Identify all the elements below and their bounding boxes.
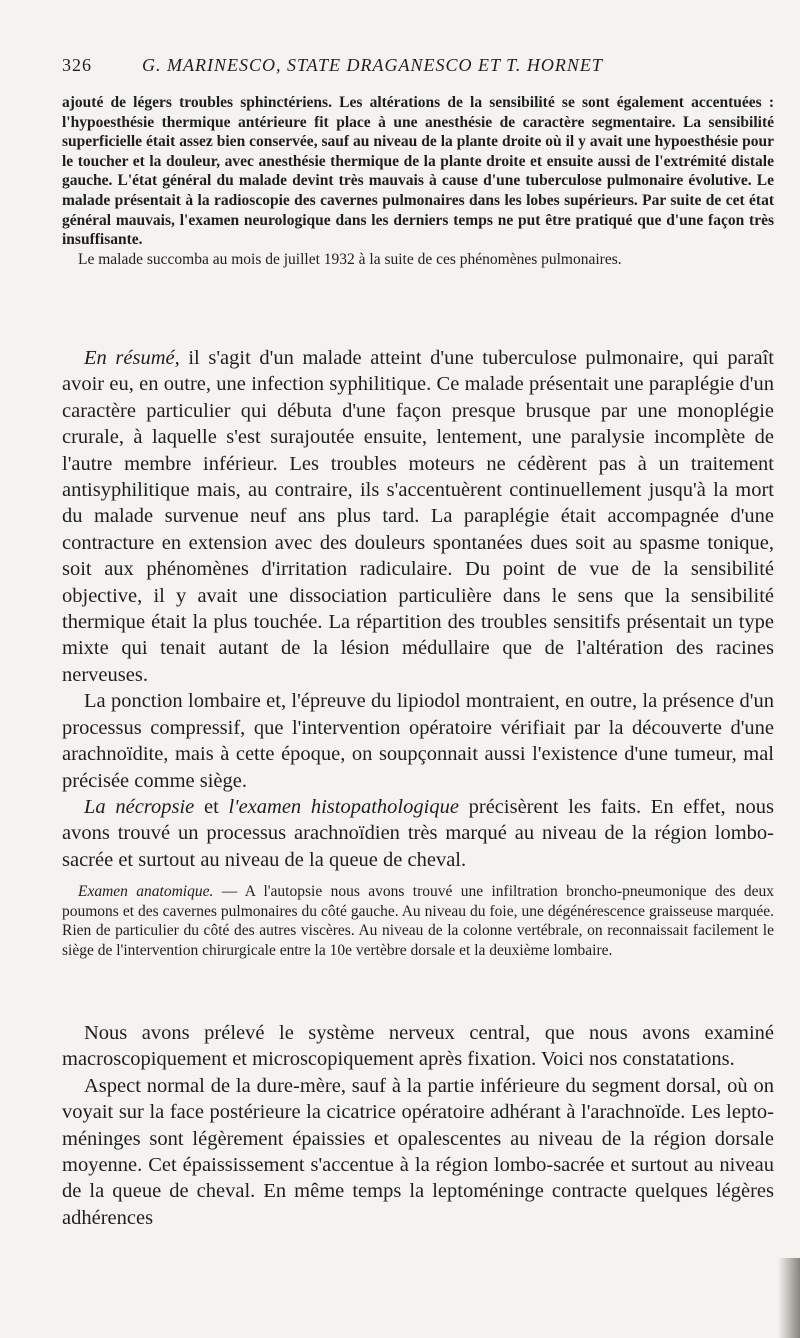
italic-lead: En résumé, — [84, 347, 180, 369]
summary-block — [62, 345, 774, 873]
running-head: G. MARINESCO, STATE DRAGANESCO ET T. HORNET — [142, 55, 603, 75]
scan-edge-shadow — [778, 1258, 800, 1338]
page-header — [62, 55, 772, 76]
italic-lead: l'examen histopathologique — [228, 795, 459, 818]
italic-lead: La nécropsie — [84, 795, 195, 818]
page-number: 326 — [62, 55, 92, 75]
paragraph: La ponction lombaire et, l'épreuve du lipiodol montraient, en outre, la présence d'un processus compressif, que l'intervention opératoire vérifiait par la découverte d'une arachnoïdite, mais à cette époque, on soupçonnait aussi l'existence d'une tumeur, mal précisée comme siège. — [62, 690, 774, 792]
clinical-text-block — [62, 93, 774, 269]
paragraph — [62, 794, 774, 873]
paragraph-text: — A l'autopsie nous avons trouvé une infiltration broncho-pneumonique des deux poumons et des cavernes pulmonaires du côté gauche. Au niveau du foie, une dégénérescence graisseuse marquée. Rien de particulier du côté des autres viscères. Au niveau de la colonne vertébrale, on reconnaissait facilement le siège de l'intervention chirurgicale entre la 10e vertèbre dorsale et la deuxième lombaire. — [62, 883, 774, 959]
paragraph: Aspect normal de la dure-mère, sauf à la partie inférieure du segment dorsal, où on voyait sur la face postérieure la cicatrice opératoire adhérant à l'arachnoïde. Les lepto-méninges sont légèrement épaissies et opalescentes au niveau de la région dorsale moyenne. Cet épaississement s'accentue à la région lombo-sacrée et surtout au niveau de la queue de cheval. En même temps la leptoméninge contracte quelques légères adhérences — [62, 1074, 774, 1229]
paragraph-text: précisèrent les faits. En effet, nous avons trouvé un processus arachnoïdien très marqué au niveau de la région lombo-sacrée et surtout au niveau de la queue de cheval. — [62, 795, 774, 871]
paragraph: ajouté de légers troubles sphinctériens. Les altérations de la sensibilité se sont également accentuées : l'hypoesthésie thermique antérieure fit place à une anesthésie de caractère segmentaire. La sensibilité superficielle était assez bien conservée, sauf au niveau de la plante droite où il y avait une hypoesthésie pour le toucher et la douleur, avec anesthésie thermique de la plante droite et ensuite aussi de l'extrémité distale gauche. L'état général du malade devint très mauvais à cause d'une tuberculose pulmonaire évolutive. Le malade présentait à la radioscopie des cavernes pulmonaires dans les lobes supérieurs. Par suite de cet état général mauvais, l'examen neurologique dans les derniers temps ne put être pratiqué que d'une façon très insuffisante. — [62, 94, 774, 249]
paragraph: Le malade succomba au mois de juillet 1932 à la suite de ces phénomènes pulmonaires. — [78, 250, 622, 268]
paragraph — [62, 345, 774, 688]
italic-lead: Examen anatomique. — [78, 883, 214, 900]
paragraph: Nous avons prélevé le système nerveux central, que nous avons examiné macroscopiquement et microscopiquement après fixation. Voici nos constatations. — [62, 1022, 774, 1071]
paragraph-text: et — [194, 795, 229, 818]
paragraph-text: il s'agit d'un malade atteint d'une tuberculose pulmonaire, qui paraît avoir eu, en outre, une infection syphilitique. Ce malade présentait une paraplégie d'un caractère particulier qui débuta d'une façon presque brusque par une monoplégie crurale, à laquelle s'est surajoutée ensuite, lentement, une paralysie incomplète de l'autre membre inférieur. Les troubles moteurs ne cédèrent pas à un traitement antisyphilitique mais, au contraire, ils s'accentuèrent continuellement jusqu'à la mort du malade survenue neuf ans plus tard. La paraplégie était accompagnée d'une contracture en extension avec des douleurs spontanées dues soit au spasme tonique, soit aux phénomènes d'irritation radiculaire. Du point de vue de la sensibilité objective, il y avait une dissociation particulière dans le sens que la sensibilité thermique était la plus touchée. La répartition des troubles sensitifs présentait un type mixte qui tenait autant de la lésion médullaire que de l'altération des racines nerveuses. — [62, 347, 775, 686]
findings-block — [62, 1020, 774, 1231]
paragraph — [62, 882, 774, 960]
anatomy-block — [62, 882, 774, 960]
